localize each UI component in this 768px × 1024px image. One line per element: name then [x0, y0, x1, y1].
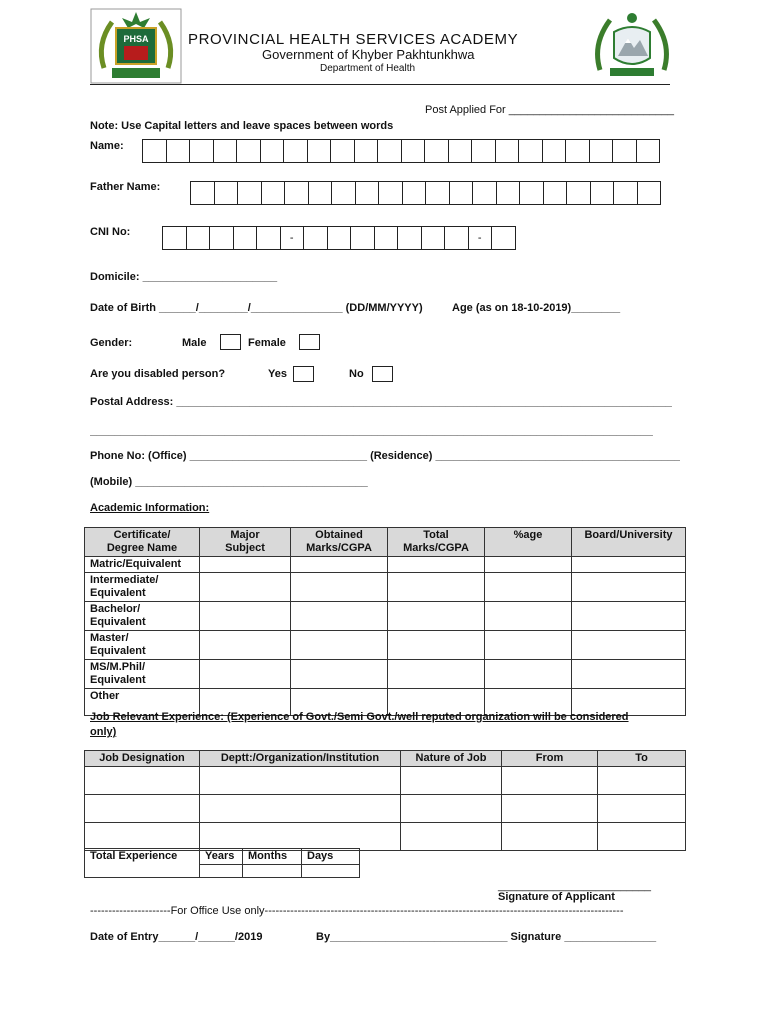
char-box[interactable] [449, 181, 474, 205]
digit-box[interactable] [186, 226, 211, 250]
no-label: No [349, 368, 364, 380]
years-value[interactable] [200, 865, 243, 878]
char-box[interactable] [378, 181, 403, 205]
char-box[interactable] [495, 139, 520, 163]
col-header: Nature of Job [401, 751, 502, 767]
char-box[interactable] [519, 181, 544, 205]
char-box[interactable] [237, 181, 262, 205]
char-box[interactable] [189, 139, 214, 163]
gender-label: Gender: [90, 337, 133, 349]
col-header: Board/University [572, 528, 686, 557]
col-header: Obtained Marks/CGPA [291, 528, 388, 557]
char-box[interactable] [402, 181, 427, 205]
char-box[interactable] [354, 139, 379, 163]
table-cell[interactable] [200, 767, 401, 795]
table-row [85, 660, 686, 689]
cnic-label: CNI No: [90, 226, 131, 238]
digit-box[interactable] [421, 226, 446, 250]
table-cell[interactable] [200, 795, 401, 823]
table-cell[interactable] [502, 795, 598, 823]
table-cell[interactable] [388, 573, 485, 602]
row-label: Intermediate/ Equivalent [85, 573, 200, 602]
table-cell[interactable] [572, 660, 686, 689]
postal-address-line2[interactable]: ____________________________________________________________________________________________ [90, 425, 653, 437]
char-box[interactable] [331, 181, 356, 205]
table-cell[interactable] [401, 823, 502, 851]
table-cell[interactable] [200, 557, 291, 573]
row-label: Bachelor/ Equivalent [85, 602, 200, 631]
char-box[interactable] [543, 181, 568, 205]
table-row [85, 631, 686, 660]
cnic-separator: - [468, 226, 493, 250]
total-experience-label: Total Experience [85, 849, 200, 878]
char-box[interactable] [424, 139, 449, 163]
digit-box[interactable] [327, 226, 352, 250]
table-row [85, 767, 686, 795]
table-row [85, 823, 686, 851]
row-label: Matric/Equivalent [85, 557, 200, 573]
table-cell[interactable] [85, 823, 200, 851]
name-label: Name: [90, 140, 124, 152]
char-box[interactable] [377, 139, 402, 163]
col-header: %age [485, 528, 572, 557]
table-cell[interactable] [85, 767, 200, 795]
yes-label: Yes [268, 368, 287, 380]
phsa-logo [90, 8, 182, 84]
no-checkbox[interactable] [372, 366, 393, 382]
char-box[interactable] [589, 139, 614, 163]
char-box[interactable] [613, 181, 638, 205]
digit-box[interactable] [444, 226, 469, 250]
digit-box[interactable] [374, 226, 399, 250]
months-label: Months [243, 849, 302, 865]
table-cell[interactable] [388, 602, 485, 631]
academic-table [84, 527, 686, 716]
char-box[interactable] [283, 139, 308, 163]
char-box[interactable] [566, 181, 591, 205]
char-box[interactable] [355, 181, 380, 205]
char-box[interactable] [542, 139, 567, 163]
col-header: Total Marks/CGPA [388, 528, 485, 557]
days-label: Days [302, 849, 360, 865]
char-box[interactable] [636, 139, 661, 163]
mobile-field[interactable]: (Mobile) ______________________________________ [90, 476, 368, 488]
office-use-divider: ----------------------For Office Use only-------------------------------------------------------------------------------------------------- [90, 905, 624, 917]
table-cell[interactable] [502, 767, 598, 795]
char-box[interactable] [166, 139, 191, 163]
char-box[interactable] [214, 181, 239, 205]
char-box[interactable] [142, 139, 167, 163]
table-cell[interactable] [291, 573, 388, 602]
char-box[interactable] [637, 181, 662, 205]
phone-field[interactable]: Phone No: (Office) _____________________________ (Residence) ________________________________________ [90, 450, 680, 462]
table-cell[interactable] [485, 602, 572, 631]
col-header: From [502, 751, 598, 767]
char-box[interactable] [590, 181, 615, 205]
table-cell[interactable] [291, 557, 388, 573]
yes-checkbox[interactable] [293, 366, 314, 382]
char-box[interactable] [308, 181, 333, 205]
cnic-boxes[interactable] [163, 226, 516, 250]
table-cell[interactable] [485, 660, 572, 689]
col-header: Deptt:/Organization/Institution [200, 751, 401, 767]
total-experience-table [84, 848, 360, 878]
char-box[interactable] [284, 181, 309, 205]
table-cell[interactable] [572, 557, 686, 573]
digit-box[interactable] [256, 226, 281, 250]
char-box[interactable] [472, 181, 497, 205]
table-cell[interactable] [388, 557, 485, 573]
disabled-label: Are you disabled person? [90, 368, 226, 380]
char-box[interactable] [260, 139, 285, 163]
digit-box[interactable] [209, 226, 234, 250]
digit-box[interactable] [303, 226, 328, 250]
table-cell[interactable] [401, 795, 502, 823]
digit-box[interactable] [491, 226, 516, 250]
experience-table [84, 750, 686, 851]
row-label: MS/M.Phil/ Equivalent [85, 660, 200, 689]
char-box[interactable] [612, 139, 637, 163]
government-name: Government of Khyber Pakhtunkhwa [262, 47, 475, 62]
table-row [85, 795, 686, 823]
days-value[interactable] [302, 865, 360, 878]
father-name-label: Father Name: [90, 181, 161, 193]
domicile-field[interactable]: Domicile: ______________________ [90, 271, 278, 283]
table-cell[interactable] [200, 573, 291, 602]
table-cell[interactable] [291, 602, 388, 631]
table-cell[interactable] [200, 660, 291, 689]
table-cell[interactable] [598, 795, 686, 823]
table-cell[interactable] [85, 795, 200, 823]
digit-box[interactable] [350, 226, 375, 250]
table-cell[interactable] [200, 823, 401, 851]
male-label: Male [182, 337, 207, 349]
table-cell[interactable] [502, 823, 598, 851]
years-label: Years [200, 849, 243, 865]
female-label: Female [248, 337, 286, 349]
char-box[interactable] [213, 139, 238, 163]
digit-box[interactable] [162, 226, 187, 250]
char-box[interactable] [261, 181, 286, 205]
digit-box[interactable] [233, 226, 258, 250]
row-label: Other [85, 689, 200, 716]
office-by-signature-field[interactable]: By_____________________________ Signature _______________ [316, 931, 657, 943]
char-box[interactable] [425, 181, 450, 205]
total-experience-header [85, 849, 360, 865]
table-cell[interactable] [572, 573, 686, 602]
name-boxes[interactable] [143, 139, 660, 163]
col-header: To [598, 751, 686, 767]
table-cell[interactable] [598, 823, 686, 851]
char-box[interactable] [190, 181, 215, 205]
char-box[interactable] [236, 139, 261, 163]
table-cell[interactable] [291, 660, 388, 689]
col-header: Job Designation [85, 751, 200, 767]
male-checkbox[interactable] [220, 334, 241, 350]
table-cell[interactable] [572, 602, 686, 631]
table-cell[interactable] [388, 631, 485, 660]
table-cell[interactable] [291, 631, 388, 660]
kp-government-seal [590, 10, 674, 82]
char-box[interactable] [330, 139, 355, 163]
department-name: Department of Health [320, 63, 416, 74]
months-value[interactable] [243, 865, 302, 878]
col-header: Certificate/ Degree Name [85, 528, 200, 557]
academic-heading: Academic Information: [90, 502, 210, 514]
table-row [85, 573, 686, 602]
table-cell[interactable] [200, 602, 291, 631]
post-applied-field[interactable]: Post Applied For ___________________________ [425, 104, 674, 116]
date-of-entry-field[interactable]: Date of Entry______/______/2019 [90, 931, 263, 943]
experience-header-row [85, 751, 686, 767]
table-cell[interactable] [200, 631, 291, 660]
table-cell[interactable] [388, 660, 485, 689]
char-box[interactable] [401, 139, 426, 163]
female-checkbox[interactable] [299, 334, 320, 350]
table-cell[interactable] [485, 631, 572, 660]
age-field[interactable]: Age (as on 18-10-2019)________ [452, 302, 621, 314]
cnic-separator: - [280, 226, 305, 250]
char-box[interactable] [518, 139, 543, 163]
table-cell[interactable] [572, 631, 686, 660]
char-box[interactable] [471, 139, 496, 163]
academy-title: PROVINCIAL HEALTH SERVICES ACADEMY [188, 31, 519, 48]
academic-header-row [85, 528, 686, 557]
table-cell[interactable] [485, 557, 572, 573]
table-row [85, 602, 686, 631]
char-box[interactable] [307, 139, 332, 163]
char-box[interactable] [496, 181, 521, 205]
table-row [85, 557, 686, 573]
char-box[interactable] [448, 139, 473, 163]
dob-field[interactable]: Date of Birth ______/________/_______________ (DD/MM/YYYY) [90, 302, 423, 314]
father-name-boxes[interactable] [191, 181, 661, 205]
signature-label: Signature of Applicant [498, 891, 615, 903]
char-box[interactable] [565, 139, 590, 163]
col-header: Major Subject [200, 528, 291, 557]
digit-box[interactable] [397, 226, 422, 250]
svg-text:PHSA: PHSA [123, 34, 149, 44]
table-cell[interactable] [598, 767, 686, 795]
row-label: Master/ Equivalent [85, 631, 200, 660]
signature-line[interactable]: _________________________ [498, 880, 651, 892]
table-cell[interactable] [485, 573, 572, 602]
experience-heading: Job Relevant Experience: (Experience of Govt./Semi Govt./well reputed organization will be considered only) [90, 711, 629, 738]
instruction-note: Note: Use Capital letters and leave spaces between words [90, 120, 394, 132]
table-cell[interactable] [401, 767, 502, 795]
header-rule [90, 84, 670, 85]
postal-address-field[interactable]: Postal Address: _________________________________________________________________________________ [90, 396, 672, 408]
